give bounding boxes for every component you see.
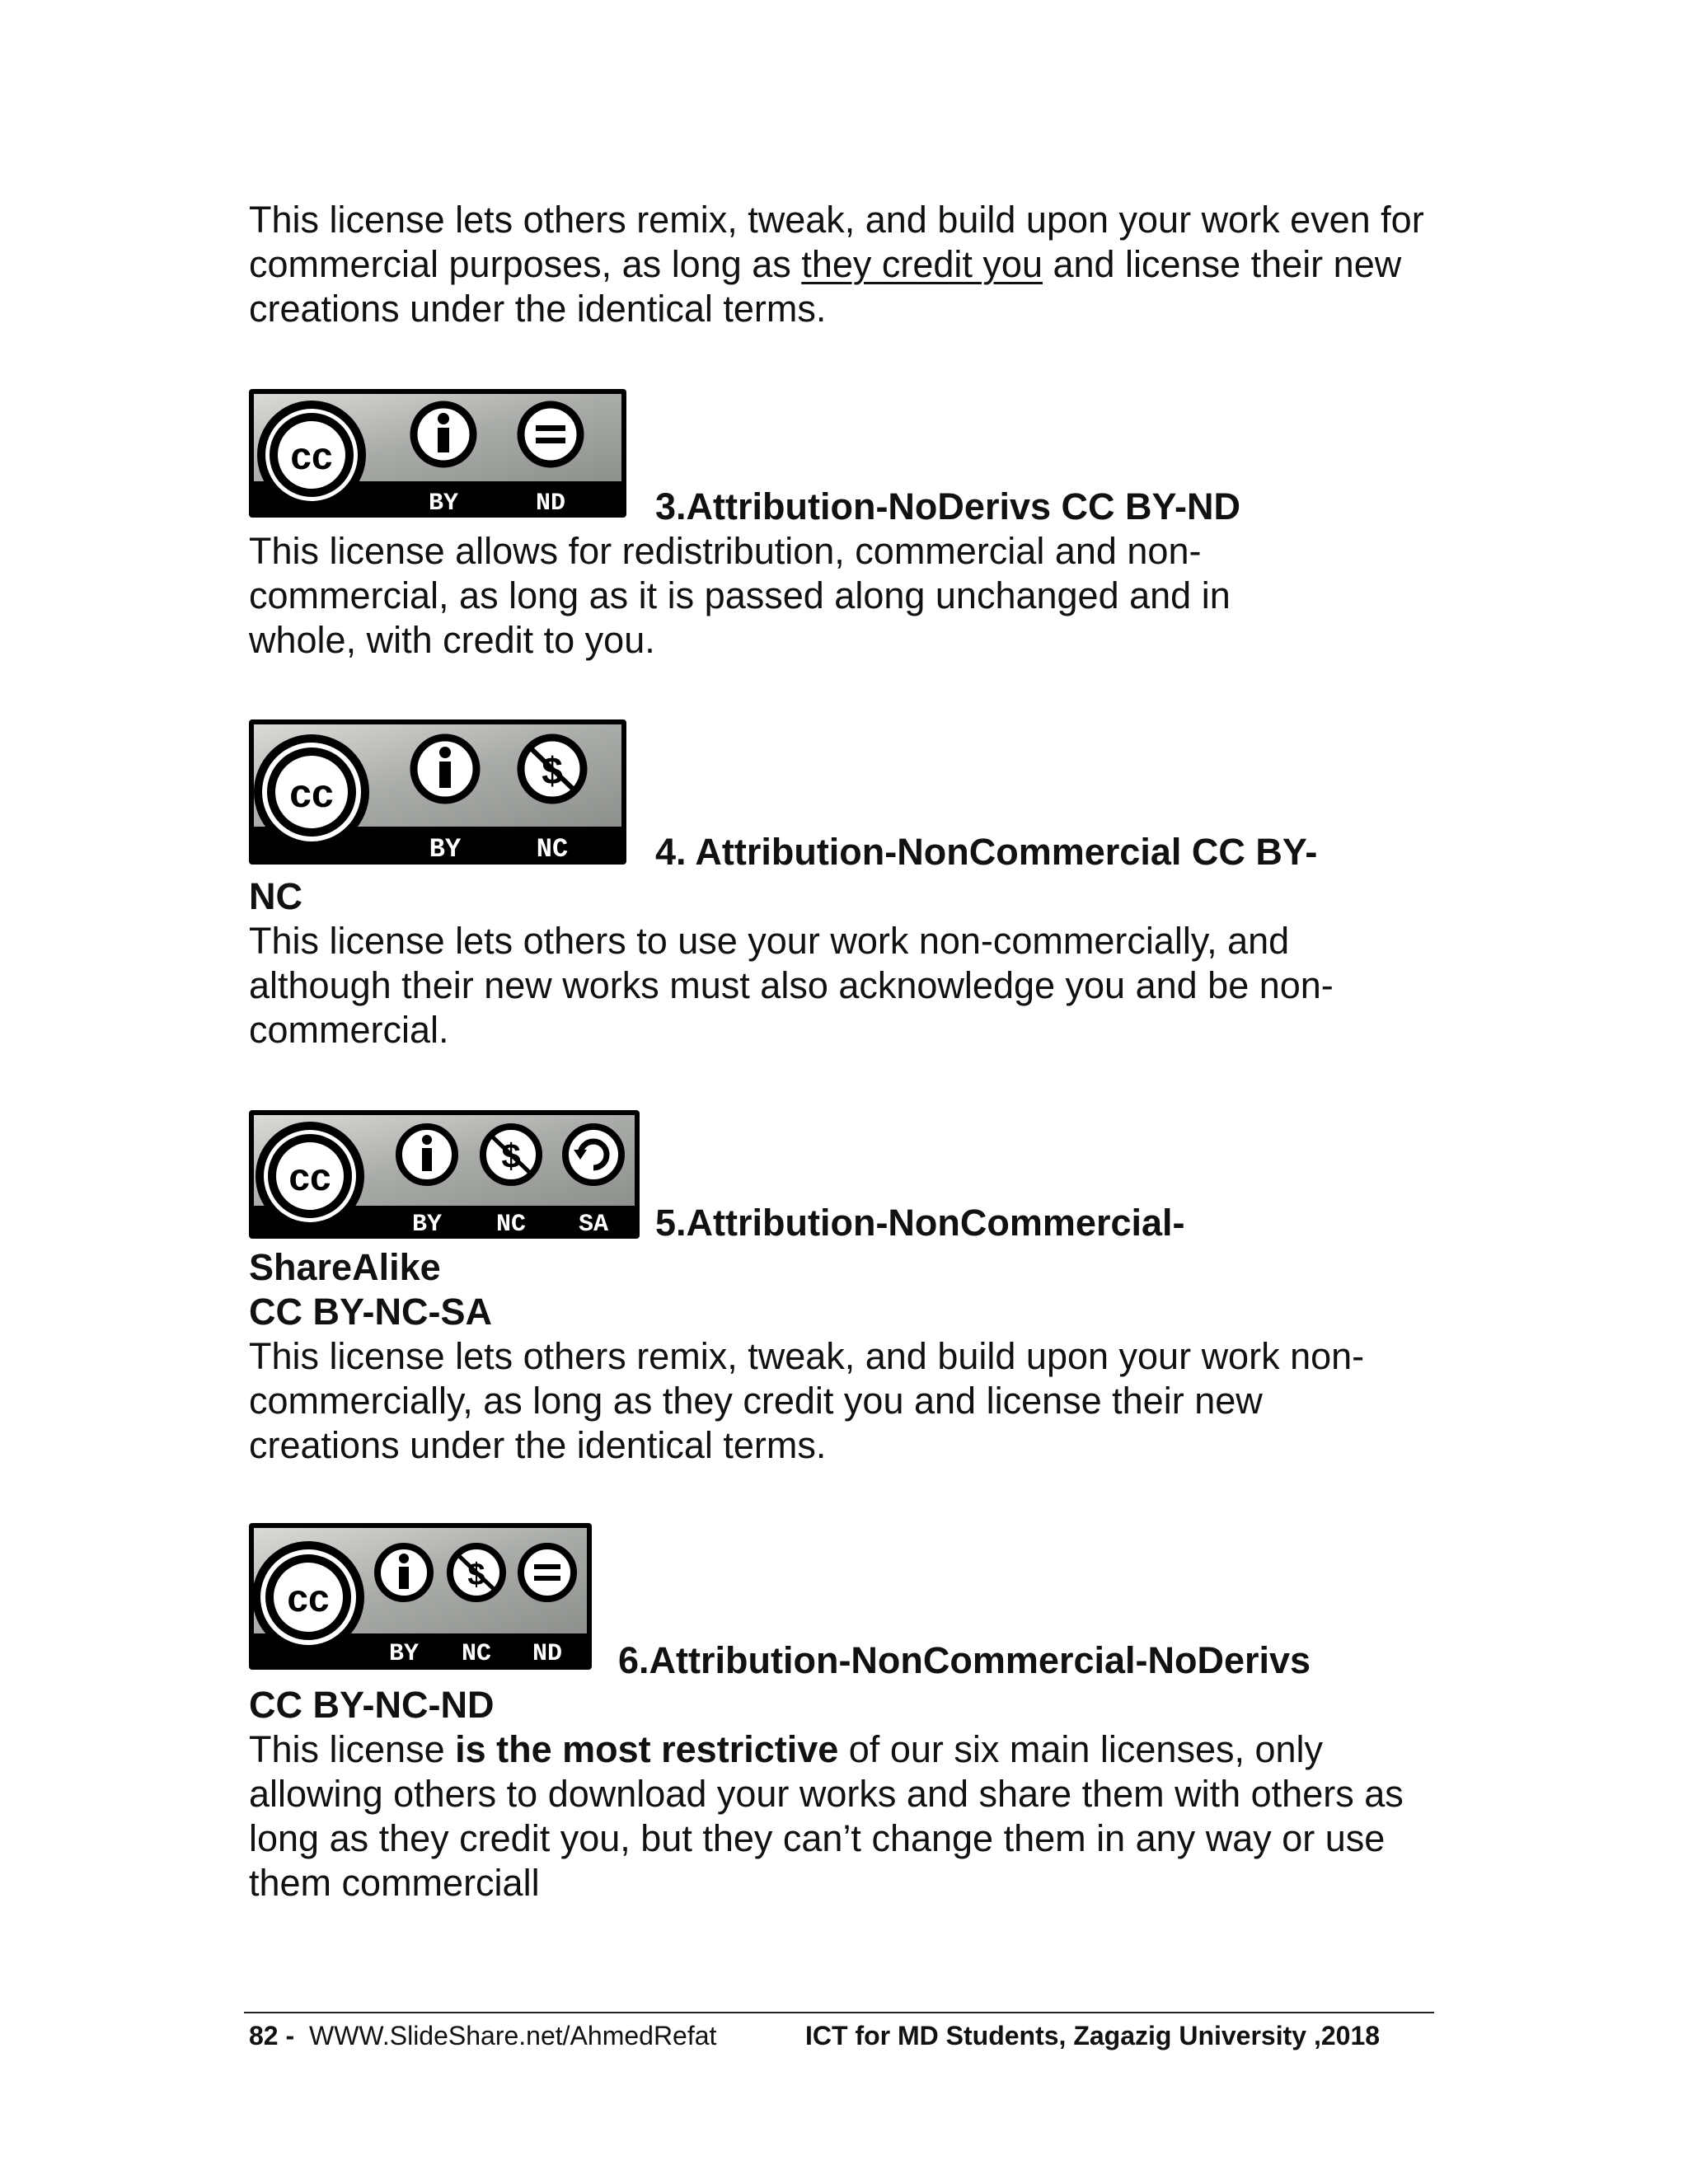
license-5-heading-cont: ShareAlike <box>249 1246 441 1288</box>
most-restrictive-emphasis: is the most restrictive <box>455 1728 839 1770</box>
intro-paragraph <box>249 198 1436 331</box>
nc-icon <box>521 738 584 800</box>
license-4-heading: 4. Attribution-NonCommercial CC BY- <box>655 831 1318 873</box>
svg-text:$: $ <box>467 1558 485 1592</box>
svg-text:$: $ <box>542 749 563 792</box>
footer-site-link[interactable]: WWW.SlideShare.net/AhmedRefat <box>309 2021 717 2050</box>
license-6-heading: 6.Attribution-NonCommercial-NoDerivs <box>618 1639 1311 1681</box>
badge-label-sa: SA <box>578 1211 609 1239</box>
cc-icon <box>256 1122 364 1230</box>
badge-label-nc: NC <box>536 834 569 865</box>
nd-icon <box>521 1546 574 1599</box>
intro-text-start: This license lets others remix, tweak, and build upon your work even for commercial purposes, as long as <box>249 199 1424 285</box>
license-6-text-start: This license <box>249 1728 456 1770</box>
license-6-text-end: of our six main licenses, only allowing others to download your works and share them with others as long as they credit you, but they can’t change them in any way or use them commerciall <box>249 1728 1404 1904</box>
license-4-heading-cont: NC <box>249 875 302 917</box>
badge-label-nc: NC <box>495 1211 527 1239</box>
cc-by-nc-sa-badge <box>247 1108 641 1240</box>
license-6-code: CC BY-NC-ND <box>249 1684 495 1726</box>
cc-by-nc-badge <box>247 718 628 866</box>
by-icon <box>399 1127 455 1183</box>
badge-label-nc: NC <box>461 1640 492 1668</box>
svg-text:cc: cc <box>288 1155 331 1198</box>
cc-icon <box>252 1541 364 1653</box>
svg-text:cc: cc <box>287 1577 330 1619</box>
license-5-code: CC BY-NC-SA <box>249 1291 493 1333</box>
footer-page-number: 82 - <box>249 2021 295 2050</box>
they-credit-you-link[interactable]: they credit you <box>801 243 1043 285</box>
license-5-description: This license lets others remix, tweak, and build upon your work non-commercially, as long as they credit you and license their new creations under the identical terms. <box>249 1335 1365 1466</box>
by-icon <box>377 1546 430 1599</box>
footer-divider <box>244 2012 1434 2013</box>
license-3-description: This license allows for redistribution, commercial and non-commercial, as long as it is passed along unchanged and in whole, with credit to you. <box>249 530 1231 661</box>
license-3-heading: 3.Attribution-NoDerivs CC BY-ND <box>655 485 1241 527</box>
badge-label-by: BY <box>411 1211 443 1239</box>
license-5-heading: 5.Attribution-NonCommercial- <box>655 1202 1185 1244</box>
footer-course: ICT for MD Students, Zagazig University ,2018 <box>805 2021 1381 2050</box>
cc-icon <box>254 734 369 850</box>
badge-label-by: BY <box>428 490 459 518</box>
cc-icon <box>257 401 366 509</box>
nd-icon <box>521 405 580 464</box>
by-icon <box>414 405 473 464</box>
cc-by-nd-badge <box>247 387 628 519</box>
sa-icon <box>565 1127 621 1183</box>
badge-label-nd: ND <box>535 490 566 518</box>
license-6-description <box>249 1727 1419 1905</box>
cc-by-nc-nd-badge <box>247 1521 593 1671</box>
by-icon <box>414 738 476 800</box>
license-4-description: This license lets others to use your work non-commercially, and although their new works must also acknowledge you and be non-commercial. <box>249 920 1334 1051</box>
intro-text-end: and license their new creations under the identical terms. <box>249 243 1402 330</box>
badge-label-nd: ND <box>532 1640 563 1668</box>
nc-icon <box>450 1546 503 1599</box>
badge-label-by: BY <box>388 1640 420 1668</box>
svg-text:cc: cc <box>289 772 334 816</box>
svg-text:cc: cc <box>290 434 333 477</box>
badge-label-by: BY <box>429 834 462 865</box>
svg-text:$: $ <box>501 1137 521 1175</box>
nc-icon <box>483 1127 539 1183</box>
